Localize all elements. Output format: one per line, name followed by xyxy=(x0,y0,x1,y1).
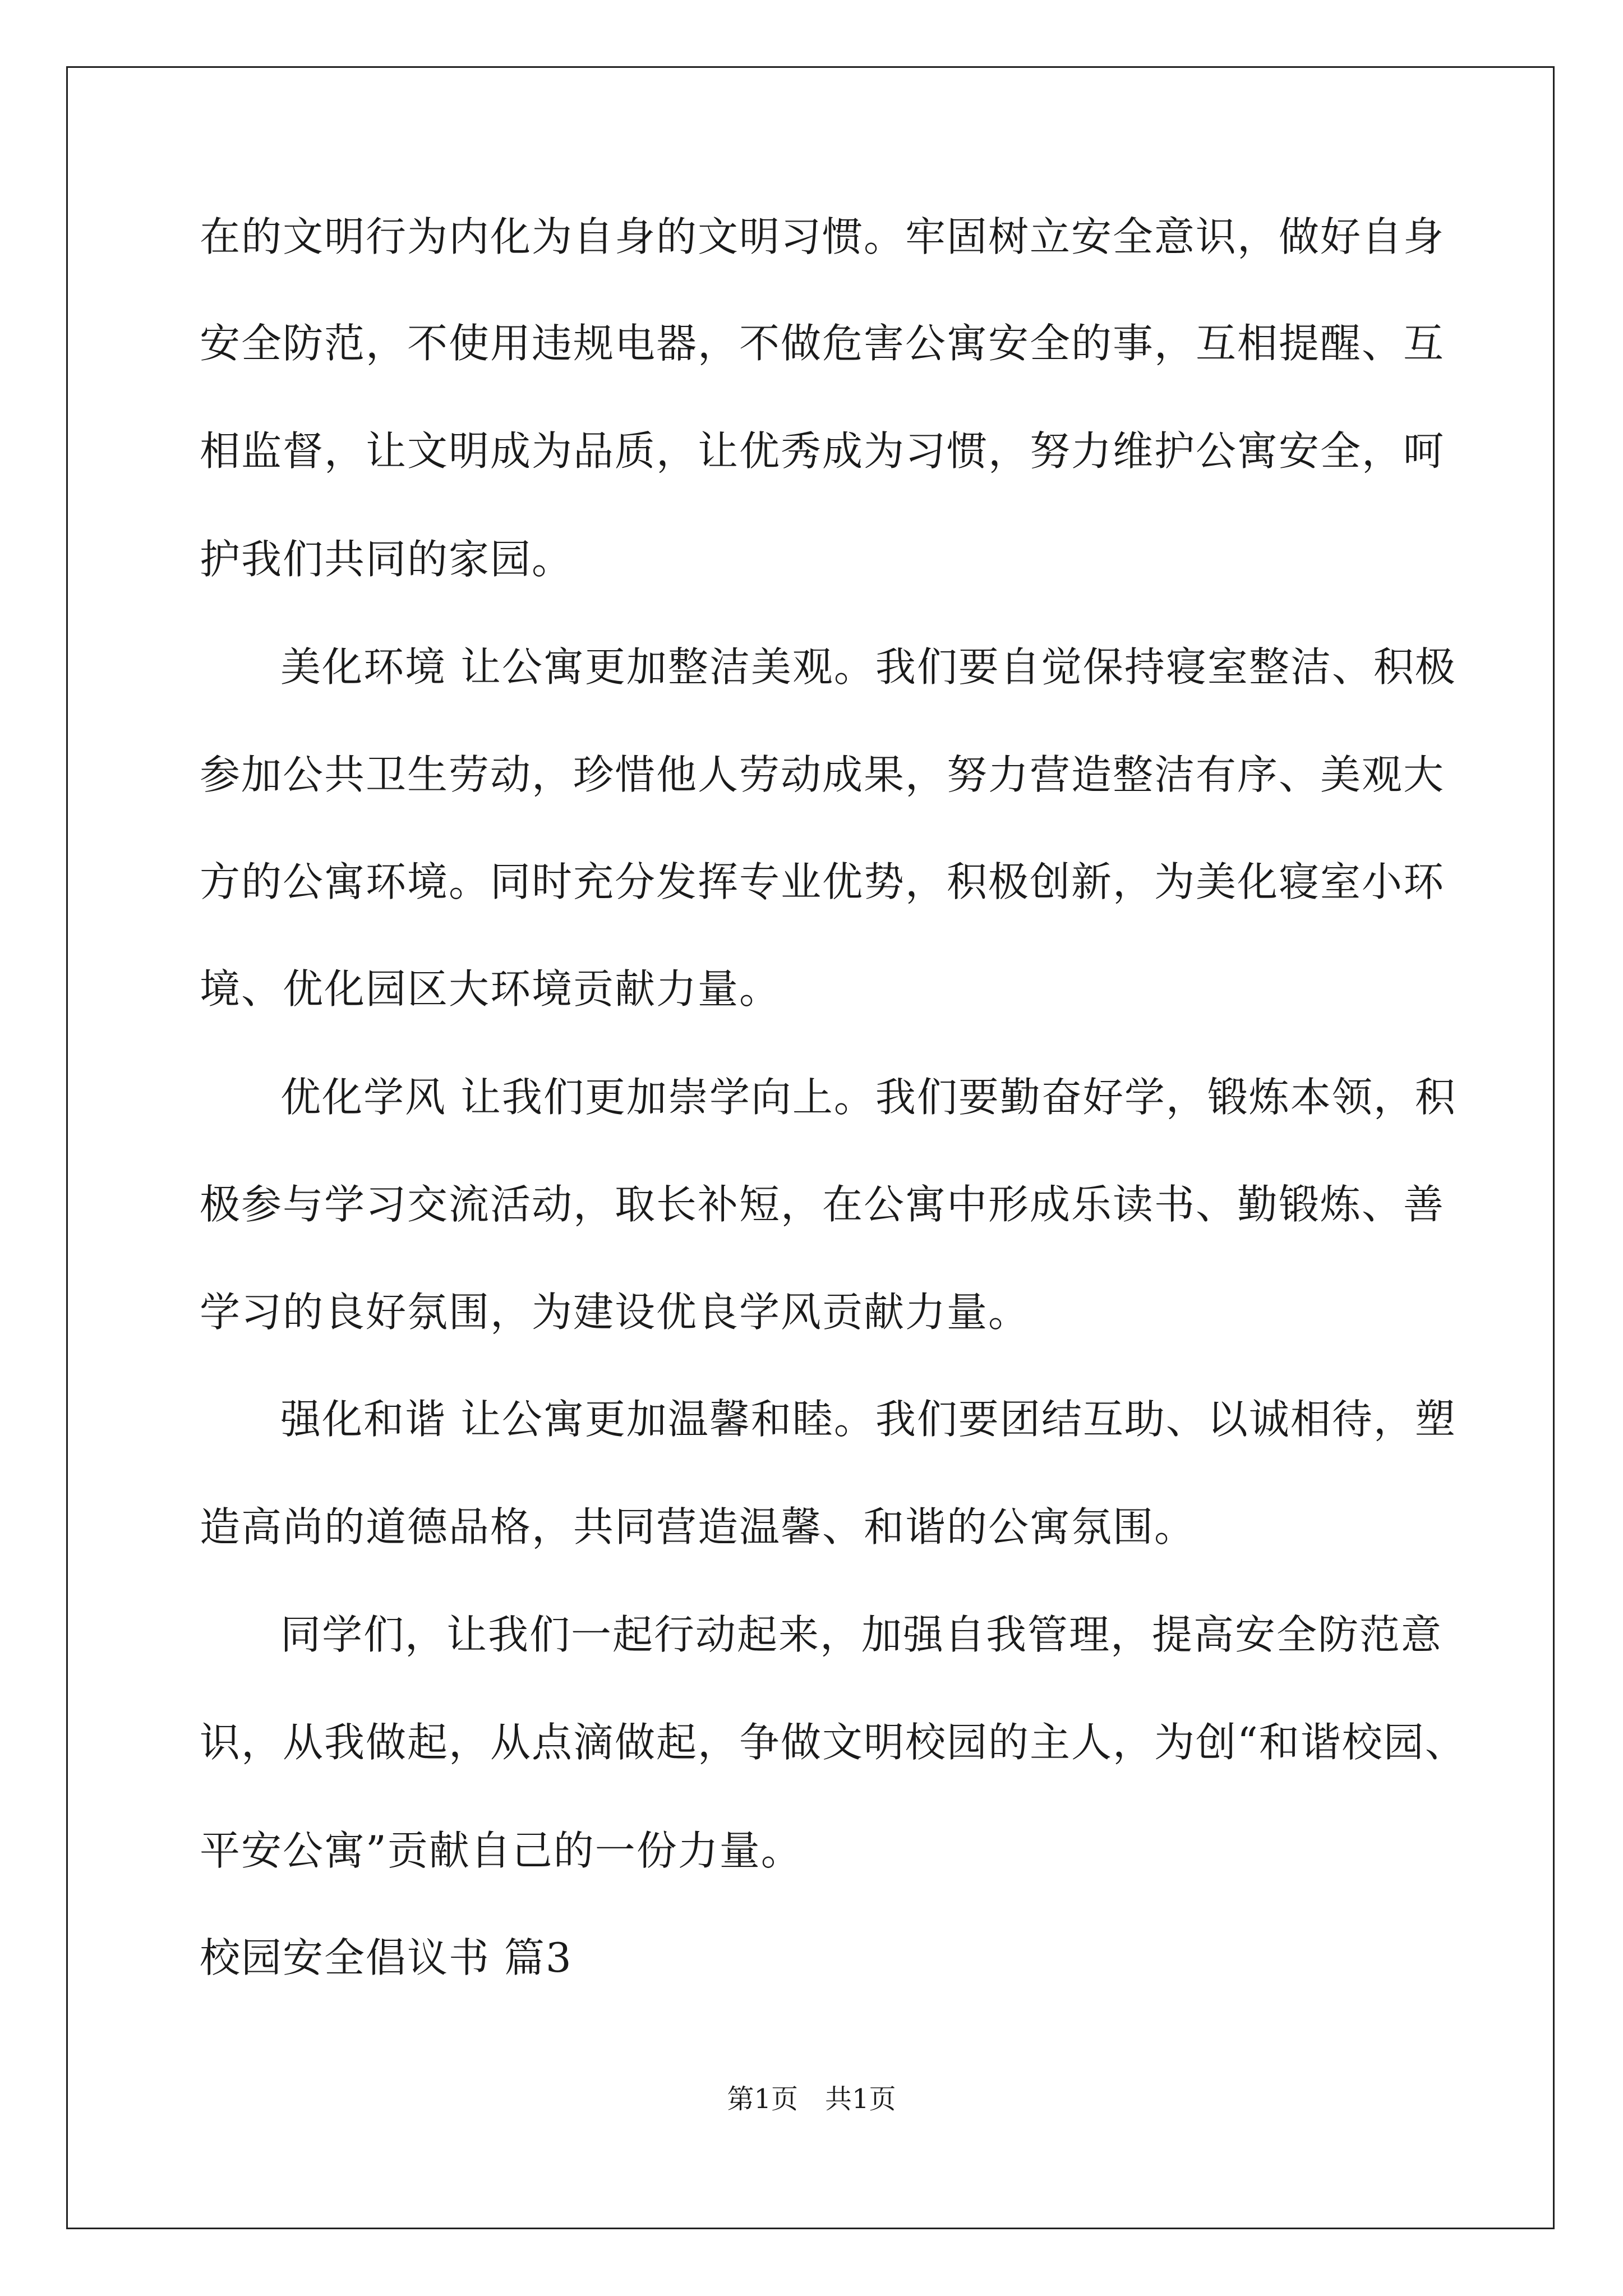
body-text-line: 参加公共卫生劳动，珍惜他人劳动成果，努力营造整洁有序、美观大 xyxy=(200,751,1445,798)
paragraph-first-line: 同学们，让我们一起行动起来，加强自我管理，提高安全防范意 xyxy=(280,1611,1443,1658)
body-text-line: 造高尚的道德品格，共同营造温馨、和谐的公寓氛围。 xyxy=(200,1503,1196,1550)
paragraph-first-line: 美化环境 让公寓更加整洁美观。我们要自觉保持寝室整洁、积极 xyxy=(280,643,1456,691)
paragraph-first-line: 强化和谐 让公寓更加温馨和睦。我们要团结互助、以诚相待，塑 xyxy=(280,1396,1456,1443)
body-text-line: 护我们共同的家园。 xyxy=(200,536,574,583)
body-text-line: 学习的良好氛围，为建设优良学风贡献力量。 xyxy=(200,1289,1030,1336)
body-text-line: 境、优化园区大环境贡献力量。 xyxy=(200,965,781,1013)
body-text-line: 在的文明行为内化为自身的文明习惯。牢固树立安全意识，做好自身 xyxy=(200,213,1445,260)
section-heading: 校园安全倡议书 篇3 xyxy=(200,1934,573,1981)
body-text-line: 极参与学习交流活动，取长补短，在公寓中形成乐读书、勤锻炼、善 xyxy=(200,1181,1445,1228)
body-text-line: 平安公寓”贡献自己的一份力量。 xyxy=(200,1827,803,1874)
paragraph-first-line: 优化学风 让我们更加崇学向上。我们要勤奋好学，锻炼本领，积 xyxy=(280,1074,1456,1121)
body-text-line: 相监督，让文明成为品质，让优秀成为习惯，努力维护公寓安全，呵 xyxy=(200,427,1445,475)
body-text-line: 安全防范，不使用违规电器，不做危害公寓安全的事，互相提醒、互 xyxy=(200,320,1445,367)
page-border xyxy=(66,66,1555,2229)
page-footer: 第1页 共1页 xyxy=(727,2083,896,2115)
body-text-line: 识，从我做起，从点滴做起，争做文明校园的主人，为创“和谐校园、 xyxy=(200,1719,1467,1766)
body-text-line: 方的公寓环境。同时充分发挥专业优势，积极创新，为美化寝室小环 xyxy=(200,858,1445,905)
